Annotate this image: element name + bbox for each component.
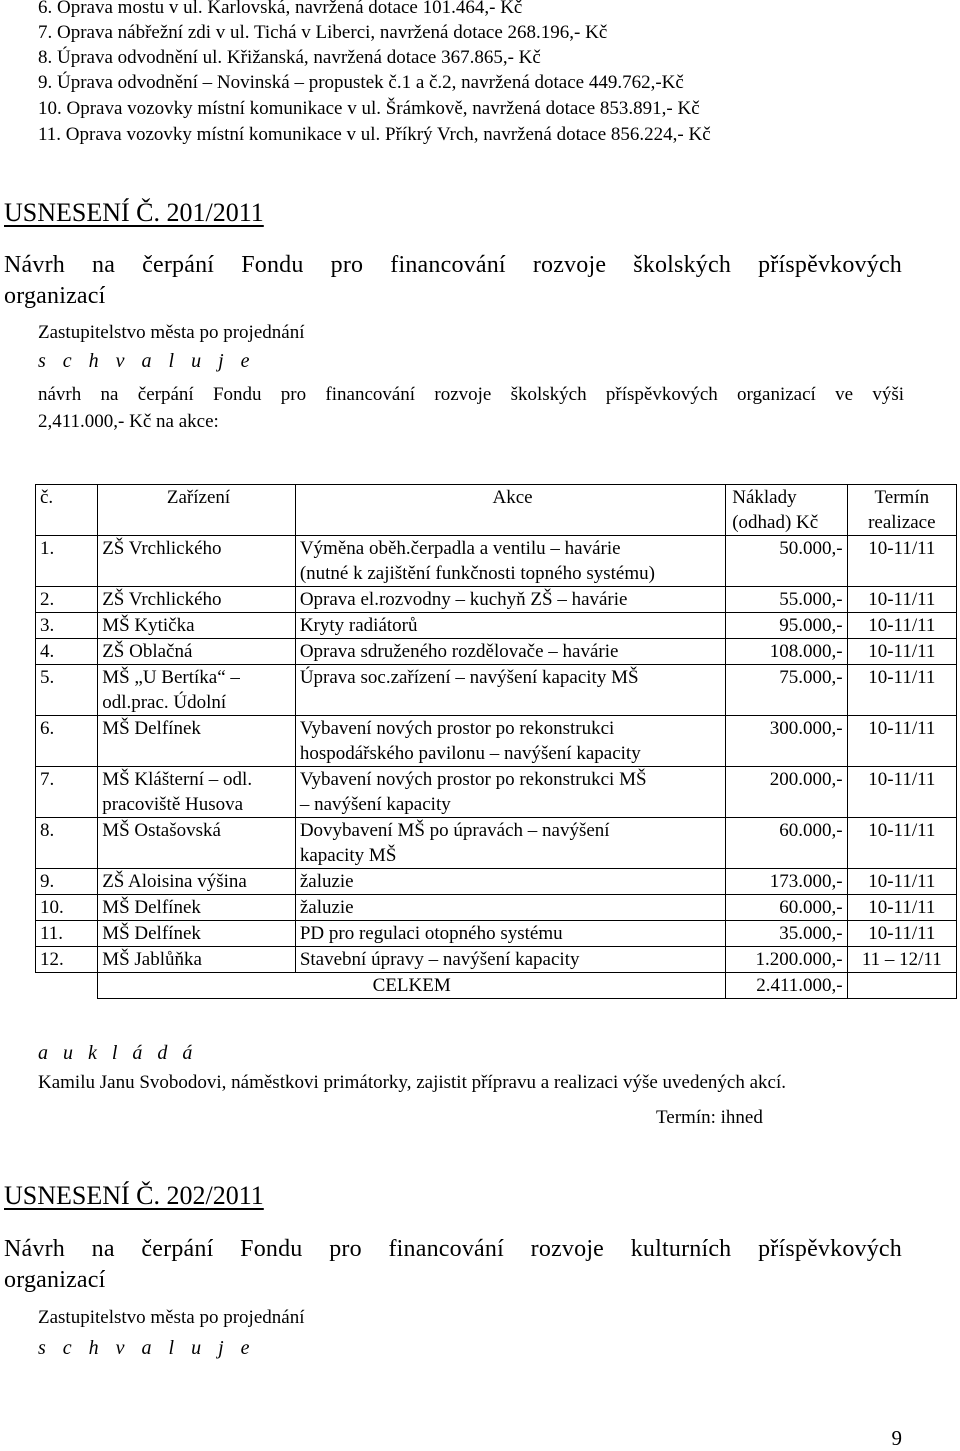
approves-label: s c h v a l u j e [38, 350, 256, 372]
header-term-line1: Termín [874, 487, 930, 508]
row-facility: MŠ Ostašovská [98, 818, 296, 869]
row-facility: MŠ Jablůňka [98, 947, 296, 973]
table-row [36, 921, 957, 947]
row-num: 10. [36, 895, 98, 921]
row-action: PD pro regulaci otopného systému [295, 921, 725, 947]
row-num: 3. [36, 613, 98, 639]
resolution-heading: USNESENÍ Č. 201/2011 [4, 198, 264, 227]
assigns-label: a u k l á d á [38, 1042, 198, 1064]
row-facility: MŠ Delfínek [98, 921, 296, 947]
row-cost: 300.000,- [726, 716, 847, 767]
row-num: 9. [36, 869, 98, 895]
table-row [36, 613, 957, 639]
row-action: Výměna oběh.čerpadla a ventilu – havárie (nutné k zajištění funkčnosti topného systému) [295, 536, 725, 587]
list-item-11: 11. Oprava vozovky místní komunikace v ul. Příkrý Vrch, navržená dotace 856.224,- Kč [38, 124, 711, 145]
approval-amount: 2,411.000,- Kč na akce: [38, 411, 219, 432]
row-term: 10-11/11 [847, 587, 956, 613]
projects-table [35, 484, 957, 999]
table-row [36, 587, 957, 613]
row-cost: 173.000,- [726, 869, 847, 895]
row-num: 1. [36, 536, 98, 587]
row-facility: ZŠ Oblačná [98, 639, 296, 665]
row-action: Vybavení nových prostor po rekonstrukci MŠ – navýšení kapacity [295, 767, 725, 818]
row-term: 11 – 12/11 [847, 947, 956, 973]
total-label: CELKEM [98, 973, 726, 999]
header-action: Akce [295, 485, 725, 536]
resolution-title: Návrh na čerpání Fondu pro financování rozvoje školských příspěvkových [4, 252, 902, 278]
list-item-6: 6. Oprava mostu v ul. Karlovská, navržená dotace 101.464,- Kč [38, 0, 523, 18]
table-row [36, 665, 957, 716]
row-action: Dovybavení MŠ po úpravách – navýšení kapacity MŠ [295, 818, 725, 869]
row-cost: 200.000,- [726, 767, 847, 818]
table-body [36, 536, 957, 973]
deadline: Termín: ihned [656, 1107, 763, 1128]
row-term: 10-11/11 [847, 921, 956, 947]
assignment-text: Kamilu Janu Svobodovi, náměstkovi primátorky, zajistit přípravu a realizaci výše uvedených akcí. [38, 1072, 787, 1093]
header-num: č. [36, 485, 98, 536]
table-row [36, 895, 957, 921]
row-facility: MŠ Delfínek [98, 716, 296, 767]
row-cost: 1.200.000,- [726, 947, 847, 973]
table-header-row [36, 485, 957, 536]
row-facility: ZŠ Vrchlického [98, 536, 296, 587]
table-row [36, 716, 957, 767]
row-term: 10-11/11 [847, 639, 956, 665]
table-total-row [36, 973, 957, 999]
row-term: 10-11/11 [847, 665, 956, 716]
page-number: 9 [891, 1426, 902, 1450]
row-cost: 95.000,- [726, 613, 847, 639]
row-num: 5. [36, 665, 98, 716]
table-row [36, 639, 957, 665]
list-item-7: 7. Oprava nábřežní zdi v ul. Tichá v Liberci, navržená dotace 268.196,- Kč [38, 22, 608, 43]
list-item-10: 10. Oprava vozovky místní komunikace v ul. Šrámkově, navržená dotace 853.891,- Kč [38, 98, 700, 119]
header-term-line2: realizace [868, 512, 936, 533]
row-cost: 50.000,- [726, 536, 847, 587]
row-action: Úprava soc.zařízení – navýšení kapacity MŠ [295, 665, 725, 716]
row-facility: ZŠ Vrchlického [98, 587, 296, 613]
row-term: 10-11/11 [847, 767, 956, 818]
council-statement-2: Zastupitelstvo města po projednání [38, 1307, 305, 1328]
row-num: 12. [36, 947, 98, 973]
row-num: 7. [36, 767, 98, 818]
resolution-heading-2: USNESENÍ Č. 202/2011 [4, 1181, 264, 1210]
header-cost [726, 485, 847, 536]
resolution-title-2-continued: organizací [4, 1267, 106, 1293]
row-term: 10-11/11 [847, 716, 956, 767]
table-row [36, 767, 957, 818]
header-cost-line1: Náklady [732, 487, 797, 508]
row-facility: ZŠ Aloisina výšina [98, 869, 296, 895]
row-action: Oprava sdruženého rozdělovače – havárie [295, 639, 725, 665]
resolution-title-continued: organizací [4, 283, 106, 309]
table-row [36, 818, 957, 869]
row-cost: 108.000,- [726, 639, 847, 665]
approves-label-2: s c h v a l u j e [38, 1337, 256, 1359]
table-row [36, 536, 957, 587]
row-action: Kryty radiátorů [295, 613, 725, 639]
row-cost: 55.000,- [726, 587, 847, 613]
row-facility: MŠ Klášterní – odl. pracoviště Husova [98, 767, 296, 818]
total-value: 2.411.000,- [726, 973, 847, 999]
resolution-title-2: Návrh na čerpání Fondu pro financování rozvoje kulturních příspěvkových [4, 1236, 902, 1262]
row-cost: 35.000,- [726, 921, 847, 947]
row-term: 10-11/11 [847, 895, 956, 921]
row-facility: MŠ Delfínek [98, 895, 296, 921]
header-cost-line2: (odhad) Kč [732, 512, 819, 533]
row-action: Vybavení nových prostor po rekonstrukci hospodářského pavilonu – navýšení kapacity [295, 716, 725, 767]
table-row [36, 869, 957, 895]
row-action: Oprava el.rozvodny – kuchyň ZŠ – havárie [295, 587, 725, 613]
row-num: 2. [36, 587, 98, 613]
row-term: 10-11/11 [847, 869, 956, 895]
row-num: 11. [36, 921, 98, 947]
list-item-9: 9. Úprava odvodnění – Novinská – propustek č.1 a č.2, navržená dotace 449.762,-Kč [38, 72, 684, 93]
row-cost: 60.000,- [726, 895, 847, 921]
row-term: 10-11/11 [847, 536, 956, 587]
approval-text: návrh na čerpání Fondu pro financování rozvoje školských příspěvkových organizací ve výši [38, 384, 904, 405]
row-action: žaluzie [295, 869, 725, 895]
header-term [847, 485, 956, 536]
row-term: 10-11/11 [847, 818, 956, 869]
list-item-8: 8. Úprava odvodnění ul. Křižanská, navržená dotace 367.865,- Kč [38, 47, 541, 68]
row-cost: 60.000,- [726, 818, 847, 869]
table-row [36, 947, 957, 973]
row-num: 6. [36, 716, 98, 767]
row-facility: MŠ Kytička [98, 613, 296, 639]
row-term: 10-11/11 [847, 613, 956, 639]
row-cost: 75.000,- [726, 665, 847, 716]
row-facility: MŠ „U Bertíka“ – odl.prac. Údolní [98, 665, 296, 716]
council-statement: Zastupitelstvo města po projednání [38, 322, 305, 343]
row-num: 4. [36, 639, 98, 665]
row-num: 8. [36, 818, 98, 869]
row-action: Stavební úpravy – navýšení kapacity [295, 947, 725, 973]
header-facility: Zařízení [98, 485, 296, 536]
row-action: žaluzie [295, 895, 725, 921]
